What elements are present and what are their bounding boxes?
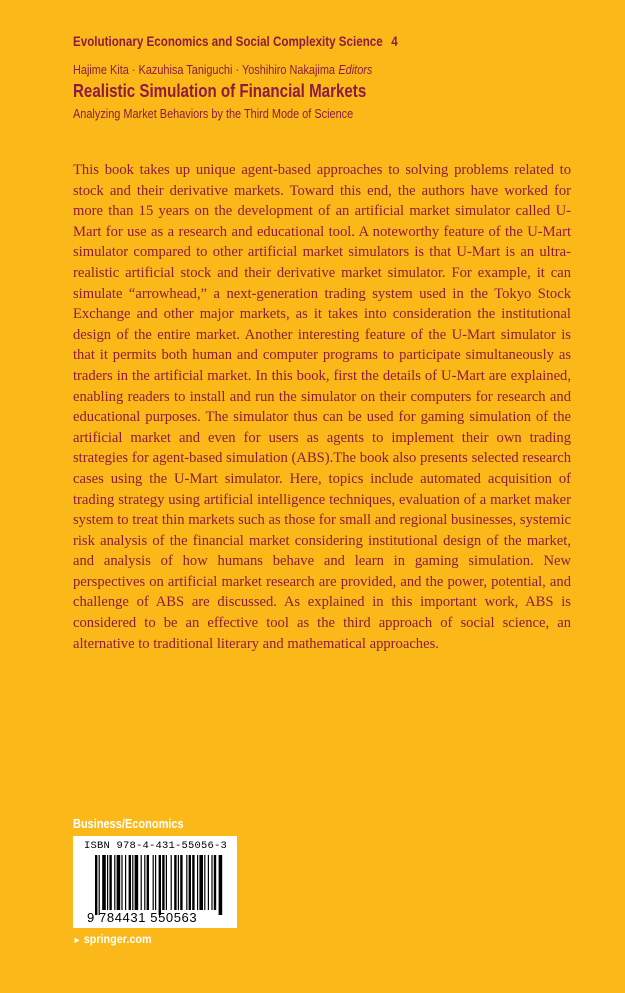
editors-line: [73, 62, 372, 77]
barcode-bar: [132, 855, 133, 910]
barcode-digits: 9 784431 550563: [87, 910, 198, 925]
barcode-bar: [117, 855, 121, 910]
barcode-bar: [204, 855, 205, 910]
barcode-bar: [178, 855, 179, 910]
website-text: springer.com: [83, 932, 152, 946]
barcode-bar: [144, 855, 145, 910]
book-description: This book takes up unique agent-based approaches to solving problems related to stock and their derivative markets. Toward this end, the authors have worked for more than 15 years on the development of an artificial market simulator called U-Mart for use as a research and educational tool. A noteworthy feature of the U-Mart simulator compared to other artificial market simulators is that U-Mart is an ultra-realistic artificial stock and their derivative market simulator. For example, it can simulate “arrowhead,” a next-generation trading system used in the Tokyo Stock Exchange and other major markets, as it takes into consideration the institutional design of the entire market. Another interesting feature of the U-Mart simulator is that it permits both human and computer programs to participate simultaneously as traders in the artificial market. In this book, first the details of U-Mart are explained, enabling readers to install and run the simulator on their computers for research and educational purposes. The simulator thus can be used for gaming simulation of the artificial market and even for users as agents to implement their own trading strategies for agent-based simulation (ABS).The book also presents selected research cases using the U-Mart simulator. Here, topics include automated acquisition of trading strategy using artificial intelligence techniques, evaluation of a market maker system to treat thin markets such as those for small and regional businesses, systemic risk analysis of the financial market considering institutional design of the market, and analysis of how humans behave and learn in gaming simulation. New perspectives on artificial market research are provided, and the power, potential, and challenge of ABS are discussed. As explained in this important work, ABS is considered to be an effective tool as the third approach of social science, an alternative to traditional literary and mathematical approaches.: [73, 162, 571, 652]
barcode-bar: [125, 855, 126, 910]
barcode-bar: [107, 855, 108, 910]
barcode-bar: [102, 855, 106, 910]
barcode-bar: [109, 855, 111, 910]
barcode-bar: [189, 855, 191, 910]
barcode-bar: [199, 855, 203, 910]
barcode-bar: [208, 855, 209, 910]
series-name: Evolutionary Economics and Social Complexity Science: [73, 34, 383, 49]
barcode-bar: [192, 855, 194, 910]
barcode-bar: [141, 855, 142, 910]
arrow-icon: ►: [73, 935, 82, 945]
series-title: [73, 34, 398, 49]
barcode-bar: [180, 855, 182, 910]
barcode-bar: [214, 855, 216, 910]
barcode-bar: [95, 855, 97, 915]
barcode-bar: [219, 855, 223, 915]
barcode-bar: [147, 855, 149, 910]
barcode-bar: [135, 855, 139, 910]
barcode-bar: [153, 855, 154, 910]
isbn-label: ISBN 978-4-431-55056-3: [84, 840, 228, 852]
book-title: Realistic Simulation of Financial Markets: [73, 81, 367, 101]
barcode-bar: [121, 855, 122, 910]
barcode-bar: [129, 855, 131, 910]
barcode-bar: [99, 855, 100, 915]
barcode-bar: [114, 855, 115, 910]
barcode-bar: [166, 855, 167, 910]
barcode-bar: [197, 855, 198, 910]
editors-label: Editors: [338, 62, 373, 77]
barcode-bar: [211, 855, 212, 910]
barcode-bar: [171, 855, 172, 910]
barcode-bar: [159, 855, 161, 915]
publisher-website: [73, 932, 152, 946]
series-number: 4: [391, 34, 398, 49]
editor-names: Hajime Kita · Kazuhisa Taniguchi · Yoshihiro Nakajima: [73, 62, 336, 77]
isbn-barcode: [73, 836, 237, 928]
barcode-bar: [174, 855, 176, 910]
barcode-bar: [155, 855, 156, 910]
barcode-bar: [162, 855, 164, 910]
barcode-bar: [186, 855, 187, 910]
book-subtitle: Analyzing Market Behaviors by the Third Mode of Science: [73, 106, 354, 121]
category-label: Business/Economics: [73, 817, 184, 831]
